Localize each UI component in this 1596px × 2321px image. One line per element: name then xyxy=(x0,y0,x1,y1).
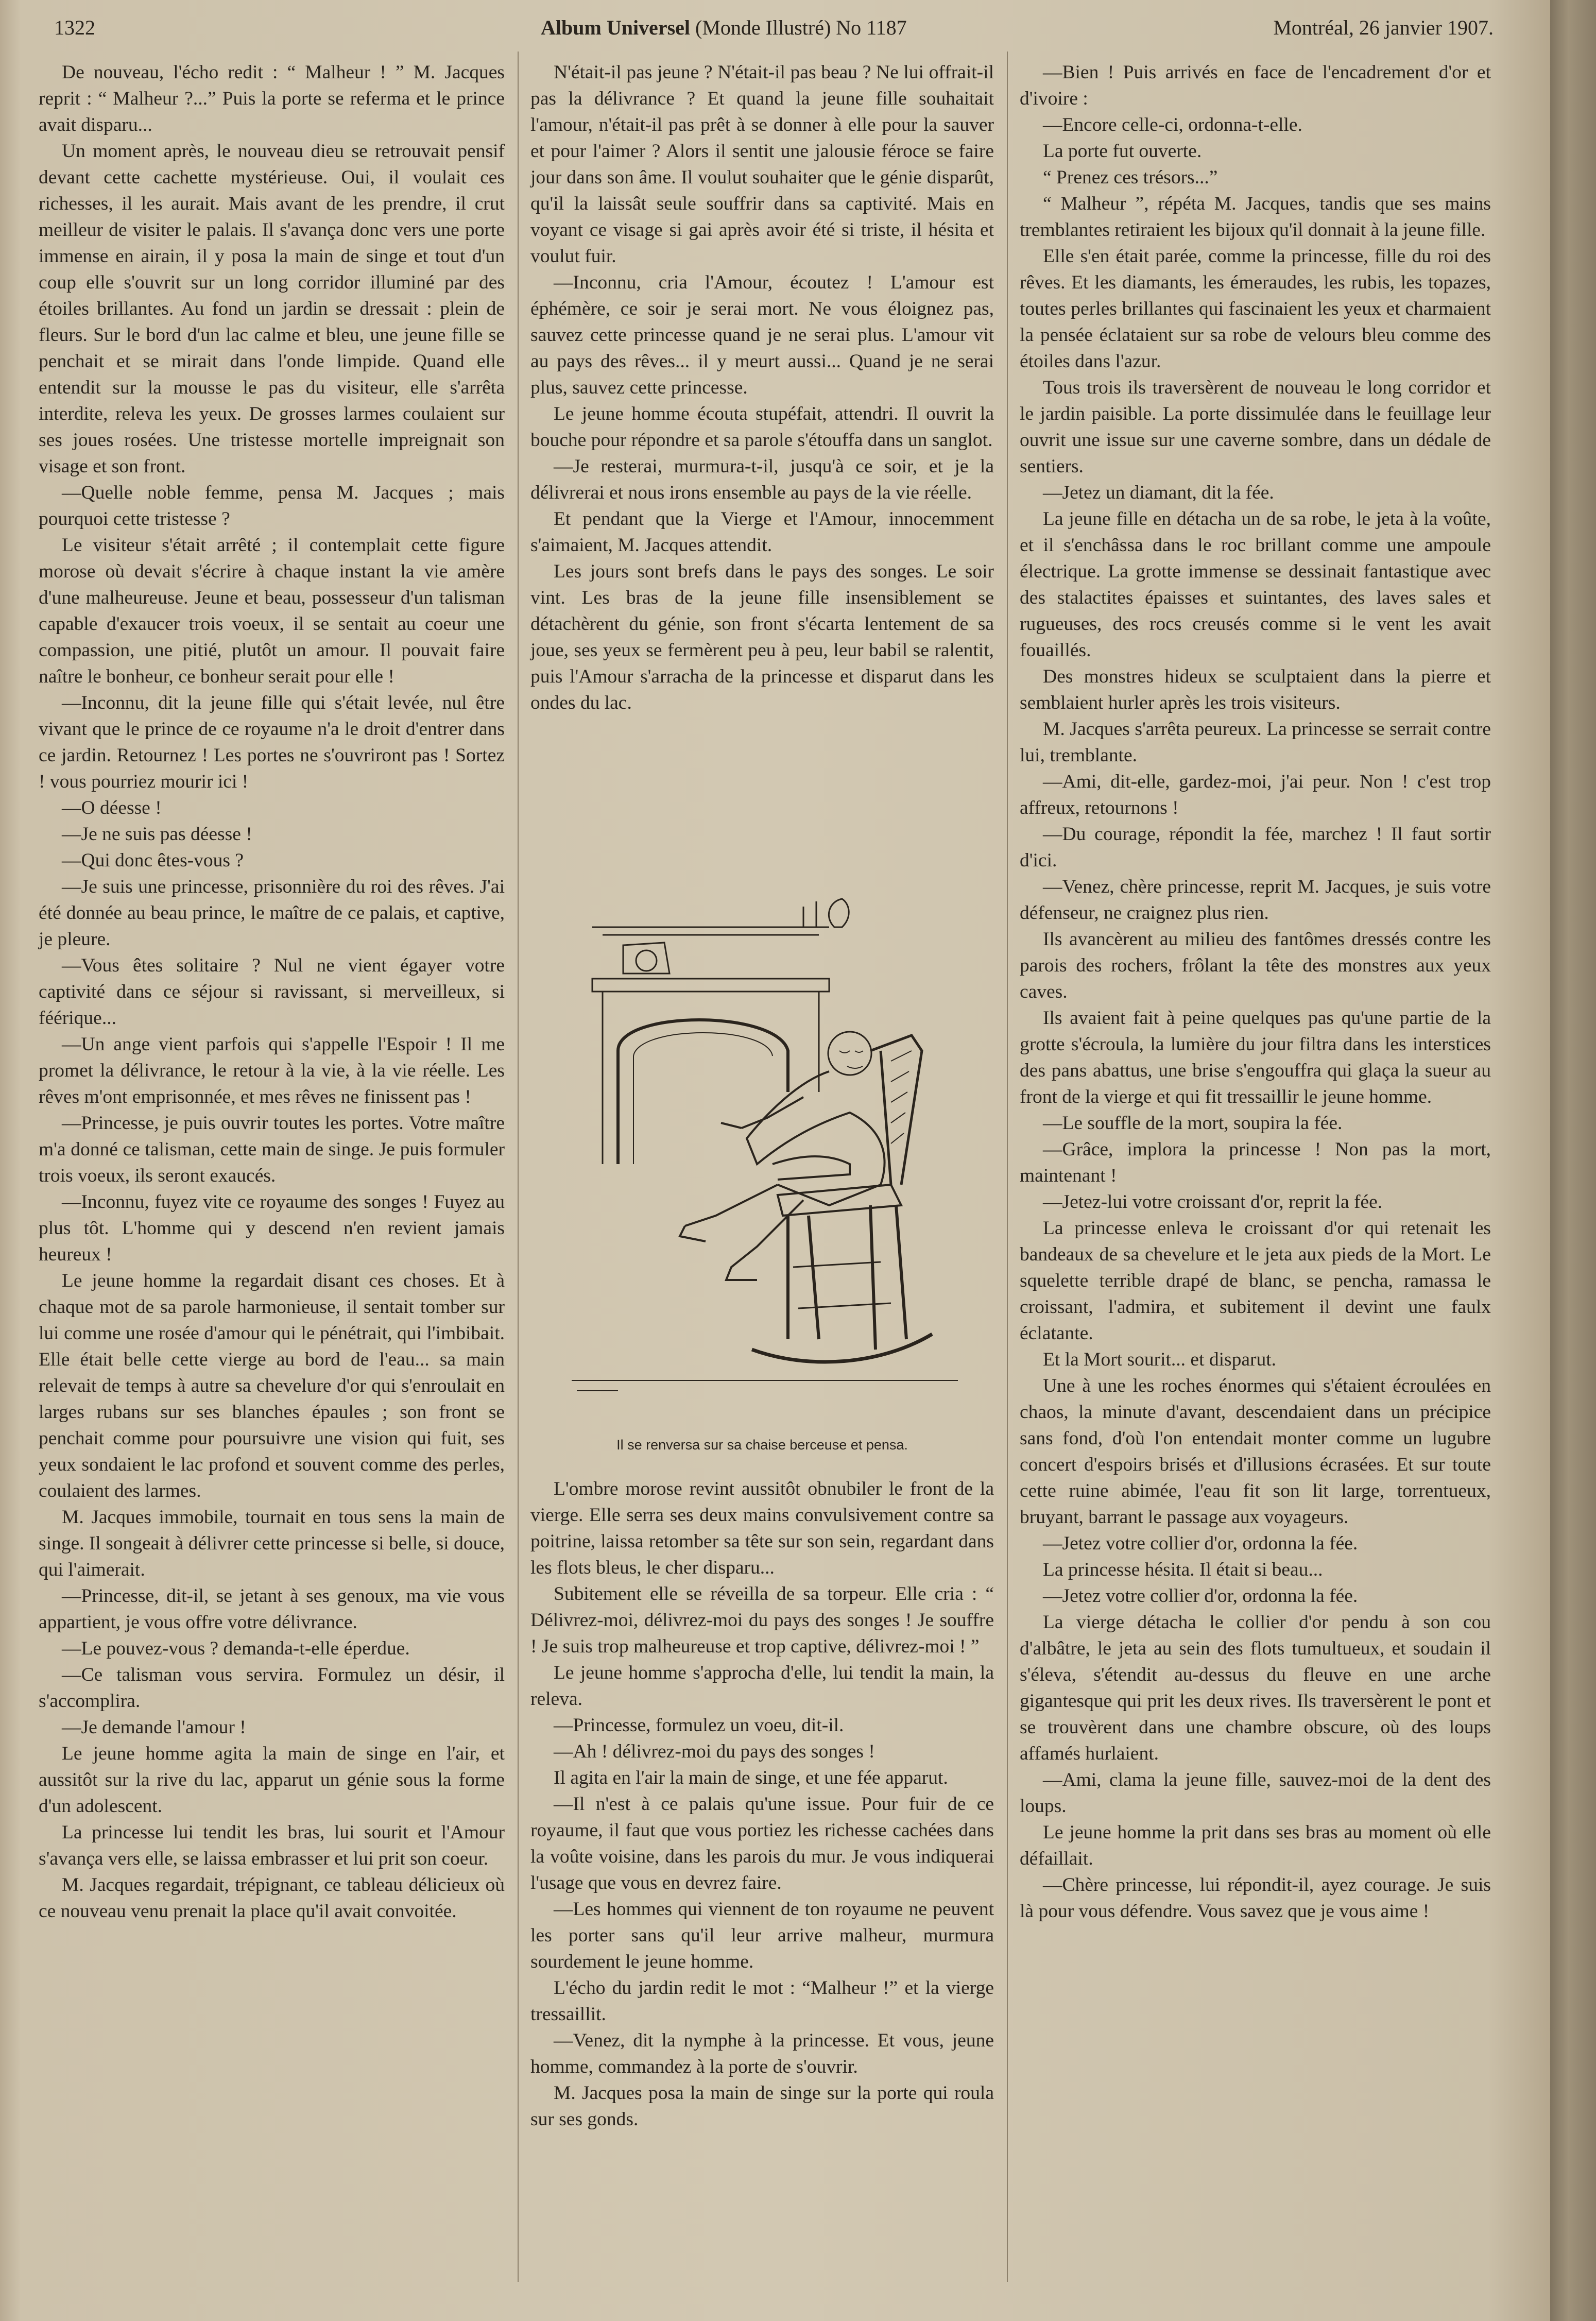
paragraph: M. Jacques posa la main de singe sur la porte qui roula sur ses gonds. xyxy=(530,2083,994,2130)
paragraph: —Ami, dit-elle, gardez-moi, j'ai peur. Non ! c'est trop affreux, retournons ! xyxy=(1020,771,1491,818)
column-2-bottom xyxy=(530,1476,994,2132)
paragraph: La vierge détacha le collier d'or pendu à son cou d'albâtre, le jeta au sein des flots tumultueux, et soudain il s'éleva, s'étendit au-dessus du fleuve en une arche gigantesque qui prit les deux rives. Ils traversèrent le pont et se trouvèrent dans une chambre obscure, où des loups affamés hurlaient. xyxy=(1020,1612,1491,1764)
paragraph: “ Prenez ces trésors...” xyxy=(1043,167,1218,188)
paragraph: —Grâce, implora la princesse ! Non pas la mort, maintenant ! xyxy=(1020,1139,1491,1186)
paragraph: —Je suis une princesse, prisonnière du roi des rêves. J'ai été donnée au beau prince, le maître de ce palais, et captive, je pleure. xyxy=(39,876,505,950)
paragraph: —Jetez un diamant, dit la fée. xyxy=(1043,482,1274,503)
paragraph: Elle s'en était parée, comme la princesse, fille du roi des rêves. Et les diamants, les émeraudes, les rubis, les topazes, toutes perles brillantes qui fascinaient les yeux et charmaient la pensée éclataient sur sa robe de velours bleu comme des étoiles dans l'azur. xyxy=(1020,246,1491,372)
publication-title: Album Universel xyxy=(541,16,690,39)
paragraph: Un moment après, le nouveau dieu se retrouvait pensif devant cette cachette mystérieuse. Oui, il voulait ces richesses, il les aurait. Mais avant de les prendre, il crut meilleur de visiter le palais. Il s'avança donc vers une porte immense en airain, il y posa la main de singe et tout d'un coup elle s'ouvrit sur un long corridor illuminé par des étoiles brillantes. Au fond un jardin se dressait : plein de fleurs. Sur le bord d'un lac calme et bleu, une jeune fille se penchait et se mirait dans l'onde limpide. Quand elle entendit sur la mousse le pas du visiteur, elle s'arrêta interdite, releva les yeux. De grosses larmes coulaient sur ses joues rosées. Une tristesse mortelle impreignait son visage et son front. xyxy=(39,141,505,477)
column-1 xyxy=(39,59,505,1924)
paragraph: Le visiteur s'était arrêté ; il contemplait cette figure morose où devait s'écrire à chaque instant la vie amère d'une malheureuse. Jeune et beau, possesseur d'un talisman capable d'exaucer trois voeux, il se sentait au coeur une compassion, une pitié, plutôt un amour. Il pouvait faire naître le bonheur, ce bonheur serait pour elle ! xyxy=(39,535,505,687)
illustration-caption: Il se renversa sur sa chaise berceuse et pensa. xyxy=(616,1437,908,1453)
masthead xyxy=(541,15,907,40)
paragraph: —Le souffle de la mort, soupira la fée. xyxy=(1043,1113,1343,1134)
paragraph: La princesse enleva le croissant d'or qui retenait les bandeaux de sa chevelure et le jeta aux pieds de la Mort. Le squelette terrible drapé de blanc, se pencha, ramassa le croissant, l'admira, et subitement il devint une faulx éclatante. xyxy=(1020,1218,1491,1344)
paragraph: —Inconnu, cria l'Amour, écoutez ! L'amour est éphémère, ce soir je serai mort. Ne vous éloignez pas, sauvez cette princesse quand je ne serai plus. L'amour vit au pays des rêves... il y meurt aussi... Quand je ne serai plus, sauvez cette princesse. xyxy=(530,272,994,398)
column-3 xyxy=(1020,59,1491,1924)
paragraph: Le jeune homme écouta stupéfait, attendri. Il ouvrit la bouche pour répondre et sa parole s'étouffa dans un sanglot. xyxy=(530,403,994,451)
paragraph: Ils avancèrent au milieu des fantômes dressés contre les parois des rochers, frôlant la tête des monstres aux yeux caves. xyxy=(1020,929,1491,1002)
paragraph: Subitement elle se réveilla de sa torpeur. Elle cria : “ Délivrez-moi, délivrez-moi du pays des songes ! Je souffre ! Je suis trop malheureuse et trop captive, délivrez-moi ! ” xyxy=(530,1583,994,1657)
paragraph: Ils avaient fait à peine quelques pas qu'une partie de la grotte s'écroula, la lumière du jour filtra dans les interstices des pans abattus, une brise s'engouffra qui glaça la sueur au front de la vierge et qui fit tressaillir le jeune homme. xyxy=(1020,1008,1491,1107)
paragraph: M. Jacques s'arrêta peureux. La princesse se serrait contre lui, tremblante. xyxy=(1020,719,1491,766)
paragraph: —Chère princesse, lui répondit-il, ayez courage. Je suis là pour vous défendre. Vous savez que je vous aime ! xyxy=(1020,1874,1491,1922)
paragraph: Tous trois ils traversèrent de nouveau le long corridor et le jardin paisible. La porte dissimulée dans le feuillage leur ouvrit une issue sur une caverne sombre, dans un dédale de sentiers. xyxy=(1020,377,1491,477)
paragraph: L'ombre morose revint aussitôt obnubiler le front de la vierge. Elle serra ses deux mains convulsivement contre sa poitrine, laissa retomber sa tête sur son sein, regardant dans les flots bleus, le cher disparu... xyxy=(530,1478,994,1578)
paragraph: N'était-il pas jeune ? N'était-il pas beau ? Ne lui offrait-il pas la délivrance ? Et quand la jeune fille souhaitait l'amour, n'était-il pas prêt à se donner à elle pour la sauver et pour l'aimer ? Alors il sentit une jalousie féroce se faire jour dans son âme. Il voulut souhaiter que le génie disparût, qu'il la laissât seule souffrir dans sa captivité. Mais en voyant ce visage si gai après avoir été si triste, il hésita et voulut fuir. xyxy=(530,62,994,267)
paragraph: Une à une les roches énormes qui s'étaient écroulées en chaos, la minute d'avant, descendaient dans un précipice sans fond, d'où l'on entendait monter comme un lugubre concert d'espoirs brisés et d'illusions écrasées. Et sur toute cette ruine abimée, l'eau fit son lit large, torrentueux, bruyant, barrant le passage aux voyageurs. xyxy=(1020,1375,1491,1528)
paragraph: —Venez, chère princesse, reprit M. Jacques, je suis votre défenseur, ne craignez plus rien. xyxy=(1020,876,1491,924)
column-2-top xyxy=(530,59,994,716)
paragraph: —Encore celle-ci, ordonna-t-elle. xyxy=(1043,114,1302,135)
paragraph: —Un ange vient parfois qui s'appelle l'Espoir ! Il me promet la délivrance, le retour à la vie, à la vie réelle. Les rêves m'ont emprisonnée, et mes rêves ne finissent pas ! xyxy=(39,1034,505,1107)
paragraph: —Je resterai, murmura-t-il, jusqu'à ce soir, et je la délivrerai et nous irons ensemble au pays de la vie réelle. xyxy=(530,456,994,503)
paragraph: —Je ne suis pas déesse ! xyxy=(62,824,252,845)
paragraph: —Ah ! délivrez-moi du pays des songes ! xyxy=(554,1741,875,1762)
paragraph: —Quelle noble femme, pensa M. Jacques ; mais pourquoi cette tristesse ? xyxy=(39,482,505,530)
adjacent-page-edge xyxy=(1550,0,1596,2321)
paragraph: Le jeune homme la regardait disant ces choses. Et à chaque mot de sa parole harmonieuse, il sentait tomber sur lui comme une rosée d'amour qui le pénétrait, qui l'imbibait. Elle était belle cette vierge au bord de l'eau... sa main relevait de temps à autre sa chevelure d'or qui s'enroulait en larges rubans sur ses blanches épaules ; son front se penchait comme pour poursuivre une vision qui fuit, ses yeux sondaient le lac profond et souvent comme des perles, coulaient des larmes. xyxy=(39,1270,505,1501)
paragraph: —Jetez-lui votre croissant d'or, reprit la fée. xyxy=(1043,1191,1383,1213)
paragraph: —Venez, dit la nymphe à la princesse. Et vous, jeune homme, commandez à la porte de s'ouvrir. xyxy=(530,2030,994,2077)
paragraph: “ Malheur ”, répéta M. Jacques, tandis que ses mains tremblantes retiraient les bijoux qu'il donnait à la jeune fille. xyxy=(1020,193,1491,241)
dateline: Montréal, 26 janvier 1907. xyxy=(1273,16,1494,39)
paragraph: —Princesse, formulez un voeu, dit-il. xyxy=(554,1715,844,1736)
paragraph: De nouveau, l'écho redit : “ Malheur ! ” M. Jacques reprit : “ Malheur ?...” Puis la porte se referma et le prince avait disparu... xyxy=(39,62,505,135)
paragraph: —Il n'est à ce palais qu'une issue. Pour fuir de ce royaume, il faut que vous portiez les richesse cachées dans la voûte voisine, dans les parois du mur. Je vous indiquerai l'usage que vous en devrez faire. xyxy=(530,1794,994,1893)
paragraph: La princesse hésita. Il était si beau... xyxy=(1043,1559,1323,1580)
issue-number: No 1187 xyxy=(836,16,907,39)
paragraph: —Les hommes qui viennent de ton royaume ne peuvent les porter sans qu'il leur arrive malheur, murmura sourdement le jeune homme. xyxy=(530,1899,994,1972)
paragraph: —Le pouvez-vous ? demanda-t-elle éperdue. xyxy=(62,1638,410,1659)
column-divider xyxy=(518,52,519,2282)
paragraph: —Vous êtes solitaire ? Nul ne vient égayer votre captivité dans ce séjour si ravissant, si merveilleux, si féérique... xyxy=(39,955,505,1029)
paragraph: —Qui donc êtes-vous ? xyxy=(62,850,244,871)
page-number: 1322 xyxy=(54,16,95,39)
paragraph: —Inconnu, fuyez vite ce royaume des songes ! Fuyez au plus tôt. L'homme qui y descend n'en revient jamais heureux ! xyxy=(39,1191,505,1265)
paragraph: —Bien ! Puis arrivés en face de l'encadrement d'or et d'ivoire : xyxy=(1020,62,1491,109)
paragraph: Des monstres hideux se sculptaient dans la pierre et semblaient hurler après les trois visiteurs. xyxy=(1020,666,1491,713)
paragraph: —Du courage, répondit la fée, marchez ! Il faut sortir d'ici. xyxy=(1020,824,1491,871)
paragraph: Et la Mort sourit... et disparut. xyxy=(1043,1349,1277,1370)
paragraph: Le jeune homme agita la main de singe en l'air, et aussitôt sur la rive du lac, apparut un génie sous la forme d'un adolescent. xyxy=(39,1743,505,1817)
page-header xyxy=(54,11,1494,47)
paragraph: La princesse lui tendit les bras, lui sourit et l'Amour s'avança vers elle, se laissa embrasser et lui prit son coeur. xyxy=(39,1822,505,1869)
paragraph: Et pendant que la Vierge et l'Amour, innocemment s'aimaient, M. Jacques attendit. xyxy=(530,508,994,556)
paragraph: —Inconnu, dit la jeune fille qui s'était levée, nul être vivant que le prince de ce royaume n'a le droit d'entrer dans ce jardin. Retournez ! Les portes ne s'ouvriront pas ! Sortez ! vous pourriez mourir ici ! xyxy=(39,692,505,792)
illustration-man-in-rocking-chair xyxy=(561,896,968,1422)
paragraph: La jeune fille en détacha un de sa robe, le jeta à la voûte, et il s'enchâssa dans le roc brillant comme une ampoule électrique. La grotte immense se dessinait fantastique avec des stalactites épaisses et suintantes, des laves sales et rugueuses, des rocs creusés comme si le vent les avait fouaillés. xyxy=(1020,508,1491,661)
paragraph: —Ami, clama la jeune fille, sauvez-moi de la dent des loups. xyxy=(1020,1769,1491,1817)
paragraph: —Princesse, dit-il, se jetant à ses genoux, ma vie vous appartient, je vous offre votre délivrance. xyxy=(39,1585,505,1633)
paragraph: Il agita en l'air la main de singe, et une fée apparut. xyxy=(554,1767,948,1788)
paragraph: Les jours sont brefs dans le pays des songes. Le soir vint. Les bras de la jeune fille insensiblement se détachèrent du génie, son front s'écarta lentement de sa joue, ses yeux se fermèrent peu à peu, leur babil se ralentit, puis l'Amour s'arracha de la princesse et disparut dans les ondes du lac. xyxy=(530,561,994,713)
column-divider xyxy=(1007,52,1008,2282)
paragraph: —Jetez votre collier d'or, ordonna la fée. xyxy=(1043,1585,1358,1607)
paragraph: Le jeune homme la prit dans ses bras au moment où elle défaillait. xyxy=(1020,1822,1491,1869)
paragraph: —Princesse, je puis ouvrir toutes les portes. Votre maître m'a donné ce talisman, cette main de singe. Je puis formuler trois voeux, ils seront exaucés. xyxy=(39,1113,505,1186)
paragraph: —Je demande l'amour ! xyxy=(62,1717,246,1738)
paragraph: —Jetez votre collier d'or, ordonna la fée. xyxy=(1043,1533,1358,1554)
paragraph: M. Jacques immobile, tournait en tous sens la main de singe. Il songeait à délivrer cette princesse si belle, si douce, qui l'aimerait. xyxy=(39,1507,505,1580)
paragraph: M. Jacques regardait, trépignant, ce tableau délicieux où ce nouveau venu prenait la place qu'il avait convoitée. xyxy=(39,1874,505,1922)
paragraph: Le jeune homme s'approcha d'elle, lui tendit la main, la releva. xyxy=(530,1662,994,1710)
publication-subtitle: (Monde Illustré) xyxy=(695,16,831,39)
paragraph: —O déesse ! xyxy=(62,797,162,818)
paragraph: —Ce talisman vous servira. Formulez un désir, il s'accomplira. xyxy=(39,1664,505,1712)
paragraph: L'écho du jardin redit le mot : “Malheur !” et la vierge tressaillit. xyxy=(530,1977,994,2025)
paragraph: La porte fut ouverte. xyxy=(1043,141,1202,162)
